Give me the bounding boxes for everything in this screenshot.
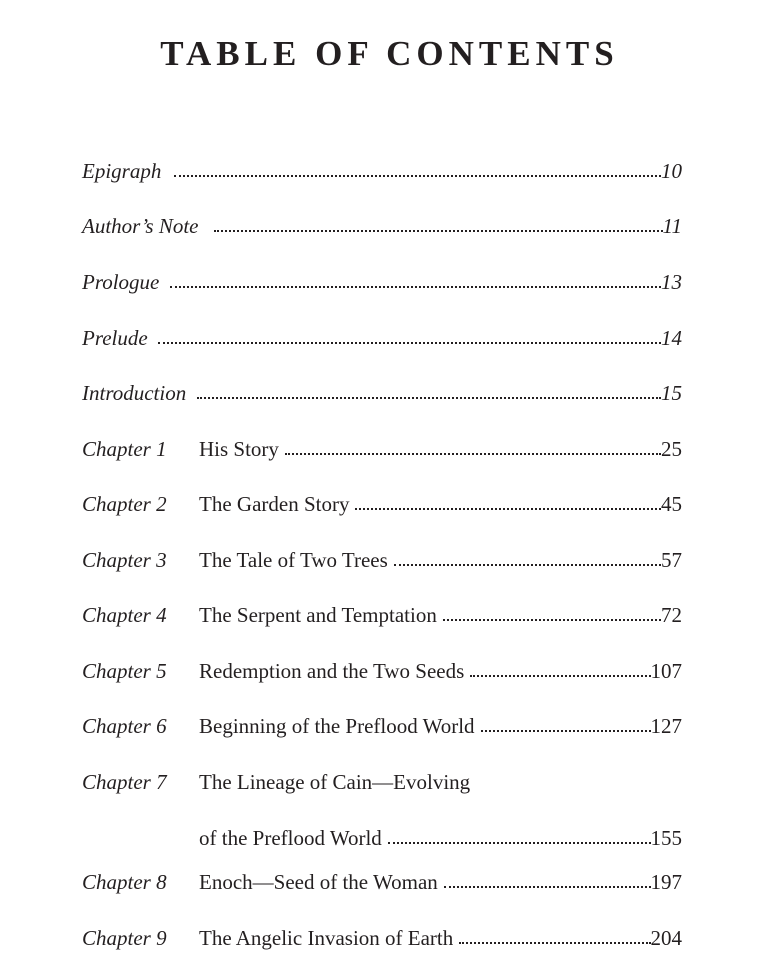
page-number: 25 (661, 437, 682, 461)
chapter-label: Chapter 5 (82, 659, 167, 683)
toc-row-prologue[interactable] (82, 268, 682, 296)
toc-entry-label: Epigraph (82, 159, 162, 183)
page-number: 57 (661, 548, 682, 572)
dot-leader (174, 157, 661, 185)
toc-row-introduction[interactable] (82, 379, 682, 407)
toc-row-chapter-5[interactable] (82, 657, 682, 685)
dot-leader (388, 824, 651, 852)
chapter-label: Chapter 1 (82, 437, 167, 461)
chapter-label: Chapter 2 (82, 492, 167, 516)
toc-row-chapter-4[interactable] (82, 601, 682, 629)
page-number: 15 (661, 381, 682, 405)
chapter-title: Redemption and the Two Seeds (199, 659, 465, 683)
dot-leader (443, 601, 661, 629)
page-number: 13 (661, 270, 682, 294)
chapter-title: Enoch—Seed of the Woman (199, 870, 438, 894)
toc-row-chapter-2[interactable] (82, 490, 682, 518)
toc-row-epigraph[interactable] (82, 157, 682, 185)
page-number: 204 (650, 926, 682, 950)
chapter-label: Chapter 8 (82, 870, 167, 894)
page-number: 14 (661, 326, 682, 350)
page-number: 127 (650, 714, 682, 738)
page-number: 10 (661, 159, 682, 183)
page-title: TABLE OF CONTENTS (160, 34, 619, 73)
dot-leader (214, 212, 663, 240)
chapter-label: Chapter 7 (82, 770, 167, 794)
toc-entry-label: Author’s Note (82, 214, 199, 238)
chapter-title: The Angelic Invasion of Earth (199, 926, 454, 950)
dot-leader (459, 924, 650, 952)
chapter-label: Chapter 6 (82, 714, 167, 738)
chapter-title-continuation-row (199, 824, 682, 852)
dot-leader (197, 379, 661, 407)
chapter-label: Chapter 4 (82, 603, 167, 627)
dot-leader (470, 657, 650, 685)
chapter-title: Beginning of the Preflood World (199, 714, 475, 738)
toc-row-chapter-3[interactable] (82, 546, 682, 574)
page-number: 11 (662, 214, 682, 238)
dot-leader (170, 268, 661, 296)
page-number: 107 (650, 659, 682, 683)
dot-leader (285, 435, 661, 463)
dot-leader (394, 546, 661, 574)
chapter-title: His Story (199, 437, 279, 461)
dot-leader (158, 324, 661, 352)
chapter-title-continuation: of the Preflood World (199, 826, 382, 850)
toc-row-chapter-6[interactable] (82, 712, 682, 740)
toc-entry-label: Prelude (82, 326, 148, 350)
toc-row-chapter-1[interactable] (82, 435, 682, 463)
toc-row-prelude[interactable] (82, 324, 682, 352)
page-number: 72 (661, 603, 682, 627)
toc-entry-label: Introduction (82, 381, 187, 405)
dot-leader (444, 868, 651, 896)
chapter-title: The Garden Story (199, 492, 350, 516)
chapter-label: Chapter 9 (82, 926, 167, 950)
toc-row-chapter-9[interactable] (82, 924, 682, 952)
toc-row-chapter-7[interactable] (82, 768, 682, 850)
toc-row-chapter-8[interactable] (82, 868, 682, 896)
page-number: 155 (650, 826, 682, 850)
chapter-title: The Serpent and Temptation (199, 603, 437, 627)
chapter-label: Chapter 3 (82, 548, 167, 572)
toc-entry-label: Prologue (82, 270, 160, 294)
dot-leader (481, 712, 651, 740)
page-number: 45 (661, 492, 682, 516)
toc-row-authors-note[interactable] (82, 212, 682, 240)
chapter-title: The Lineage of Cain—Evolving (199, 770, 471, 794)
page-number: 197 (650, 870, 682, 894)
chapter-title: The Tale of Two Trees (199, 548, 388, 572)
dot-leader (355, 490, 661, 518)
